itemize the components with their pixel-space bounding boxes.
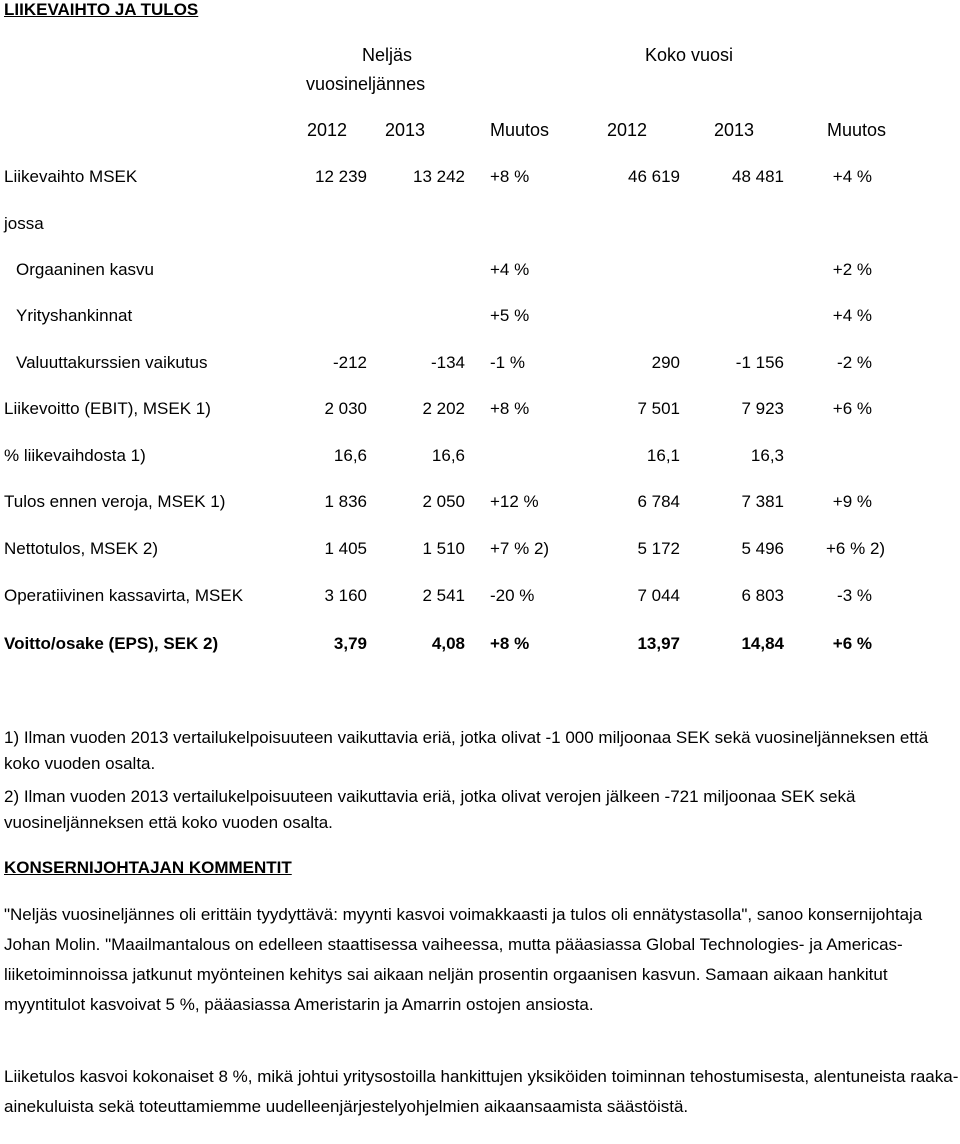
cell-net-sales-col4: 46 619 [628, 167, 680, 186]
col-header-q-change: Muutos [490, 120, 550, 140]
cell-income-before-tax-col6: +9 % [832, 492, 872, 511]
quarter-header-line2: vuosineljännes [306, 74, 426, 94]
quarter-header-line1: Neljäs [362, 45, 413, 65]
cell-net-income-col5: 5 496 [741, 539, 784, 558]
row-label-organic-growth: Orgaaninen kasvu [16, 260, 154, 279]
cell-operating-cash-flow-col4: 7 044 [637, 586, 680, 605]
row-label-net-income: Nettotulos, MSEK 2) [4, 539, 159, 558]
cell-organic-growth-col6: +2 % [832, 260, 872, 279]
row-label-eps: Voitto/osake (EPS), SEK 2) [4, 634, 219, 653]
cell-operating-margin-col1: 16,6 [333, 446, 367, 465]
cell-acquisitions-col3: +5 % [490, 306, 530, 325]
cell-net-sales-col6: +4 % [832, 167, 872, 186]
cell-currency-effect-col4: 290 [651, 353, 680, 372]
cell-organic-growth-col3: +4 % [490, 260, 530, 279]
cell-operating-income-col4: 7 501 [637, 399, 680, 418]
section-heading-results: LIIKEVAIHTO JA TULOS [4, 0, 199, 19]
row-label-operating-income: Liikevoitto (EBIT), MSEK 1) [4, 399, 211, 418]
cell-net-income-col4: 5 172 [637, 539, 680, 558]
cell-operating-income-col6: +6 % [832, 399, 872, 418]
cell-operating-margin-col5: 16,3 [750, 446, 784, 465]
cell-operating-cash-flow-col2: 2 541 [422, 586, 465, 605]
cell-currency-effect-col1: -212 [332, 353, 367, 372]
cell-net-income-col2: 1 510 [422, 539, 465, 558]
cell-operating-income-col2: 2 202 [422, 399, 465, 418]
cell-currency-effect-col6: -2 % [837, 353, 872, 372]
cell-net-sales-col2: 13 242 [413, 167, 465, 186]
cell-net-sales-col5: 48 481 [732, 167, 784, 186]
footnote-2: 2) Ilman vuoden 2013 vertailukelpoisuuteen vaikuttavia eriä, jotka olivat verojen jälkeen -721 miljoonaa SEK sekä vuosineljänneksen että koko vuoden osalta. [4, 787, 856, 832]
row-label-currency-effect: Valuuttakurssien vaikutus [16, 353, 208, 372]
cell-income-before-tax-col3: +12 % [490, 492, 539, 511]
cell-operating-cash-flow-col6: -3 % [837, 586, 872, 605]
cell-net-income-col6: +6 % 2) [826, 539, 886, 558]
cell-eps-col1: 3,79 [333, 634, 367, 653]
col-header-q-2012: 2012 [307, 120, 348, 140]
cell-income-before-tax-col4: 6 784 [637, 492, 680, 511]
row-label-operating-cash-flow: Operatiivinen kassavirta, MSEK [4, 586, 244, 605]
cell-net-income-col3: +7 % 2) [490, 539, 550, 558]
row-label-net-sales: Liikevaihto MSEK [4, 167, 138, 186]
row-label-of-which: jossa [4, 214, 44, 233]
cell-net-sales-col1: 12 239 [315, 167, 367, 186]
cell-operating-cash-flow-col5: 6 803 [741, 586, 784, 605]
cell-net-income-col1: 1 405 [324, 539, 367, 558]
col-header-q-2013: 2013 [385, 120, 426, 140]
cell-currency-effect-col5: -1 156 [735, 353, 784, 372]
cell-eps-col5: 14,84 [741, 634, 784, 653]
footnote-1: 1) Ilman vuoden 2013 vertailukelpoisuuteen vaikuttavia eriä, jotka olivat -1 000 miljoonaa SEK sekä vuosineljänneksen että koko vuoden osalta. [4, 728, 929, 773]
full-year-header: Koko vuosi [645, 45, 734, 65]
cell-operating-income-col5: 7 923 [741, 399, 784, 418]
row-label-acquisitions: Yrityshankinnat [16, 306, 133, 325]
row-label-income-before-tax: Tulos ennen veroja, MSEK 1) [4, 492, 226, 511]
col-header-y-2013: 2013 [714, 120, 755, 140]
section-heading-ceo-comments: KONSERNIJOHTAJAN KOMMENTIT [4, 858, 292, 877]
cell-eps-col3: +8 % [490, 634, 530, 653]
cell-currency-effect-col2: -134 [430, 353, 465, 372]
row-label-operating-margin: % liikevaihdosta 1) [4, 446, 146, 465]
cell-operating-income-col3: +8 % [490, 399, 530, 418]
cell-eps-col4: 13,97 [637, 634, 680, 653]
cell-income-before-tax-col1: 1 836 [324, 492, 367, 511]
ceo-comment-paragraph-1: "Neljäs vuosineljännes oli erittäin tyydyttävä: myynti kasvoi voimakkaasti ja tulos oli ennätystasolla", sanoo konsernijohtaja Johan Molin. "Maailmantalous on edelleen staattisessa vaiheessa, mutta pääasiassa Global Technologies- ja Americas-liiketoiminnoissa jatkunut myönteinen kehitys sai aikaan neljän prosentin orgaanisen kasvun. Samaan aikaan hankitut myyntitulot kasvoivat 5 %, pääasiassa Ameristarin ja Amarrin ostojen ansiosta. [4, 905, 923, 1014]
cell-operating-margin-col2: 16,6 [431, 446, 465, 465]
cell-currency-effect-col3: -1 % [490, 353, 525, 372]
cell-income-before-tax-col2: 2 050 [422, 492, 465, 511]
cell-operating-income-col1: 2 030 [324, 399, 367, 418]
cell-operating-cash-flow-col1: 3 160 [324, 586, 367, 605]
ceo-comment-paragraph-2: Liiketulos kasvoi kokonaiset 8 %, mikä johtui yritysostoilla hankittujen yksiköiden toiminnan tehostumisesta, alentuneista raaka-ainekuluista sekä toteuttamiemme uudelleenjärjestelyohjelmien aikaansaamista säästöistä. [4, 1067, 959, 1116]
col-header-y-2012: 2012 [607, 120, 648, 140]
cell-acquisitions-col6: +4 % [832, 306, 872, 325]
cell-net-sales-col3: +8 % [490, 167, 530, 186]
col-header-y-change: Muutos [827, 120, 887, 140]
cell-income-before-tax-col5: 7 381 [741, 492, 784, 511]
cell-operating-cash-flow-col3: -20 % [490, 586, 535, 605]
cell-eps-col2: 4,08 [431, 634, 465, 653]
cell-operating-margin-col4: 16,1 [646, 446, 680, 465]
cell-eps-col6: +6 % [832, 634, 872, 653]
